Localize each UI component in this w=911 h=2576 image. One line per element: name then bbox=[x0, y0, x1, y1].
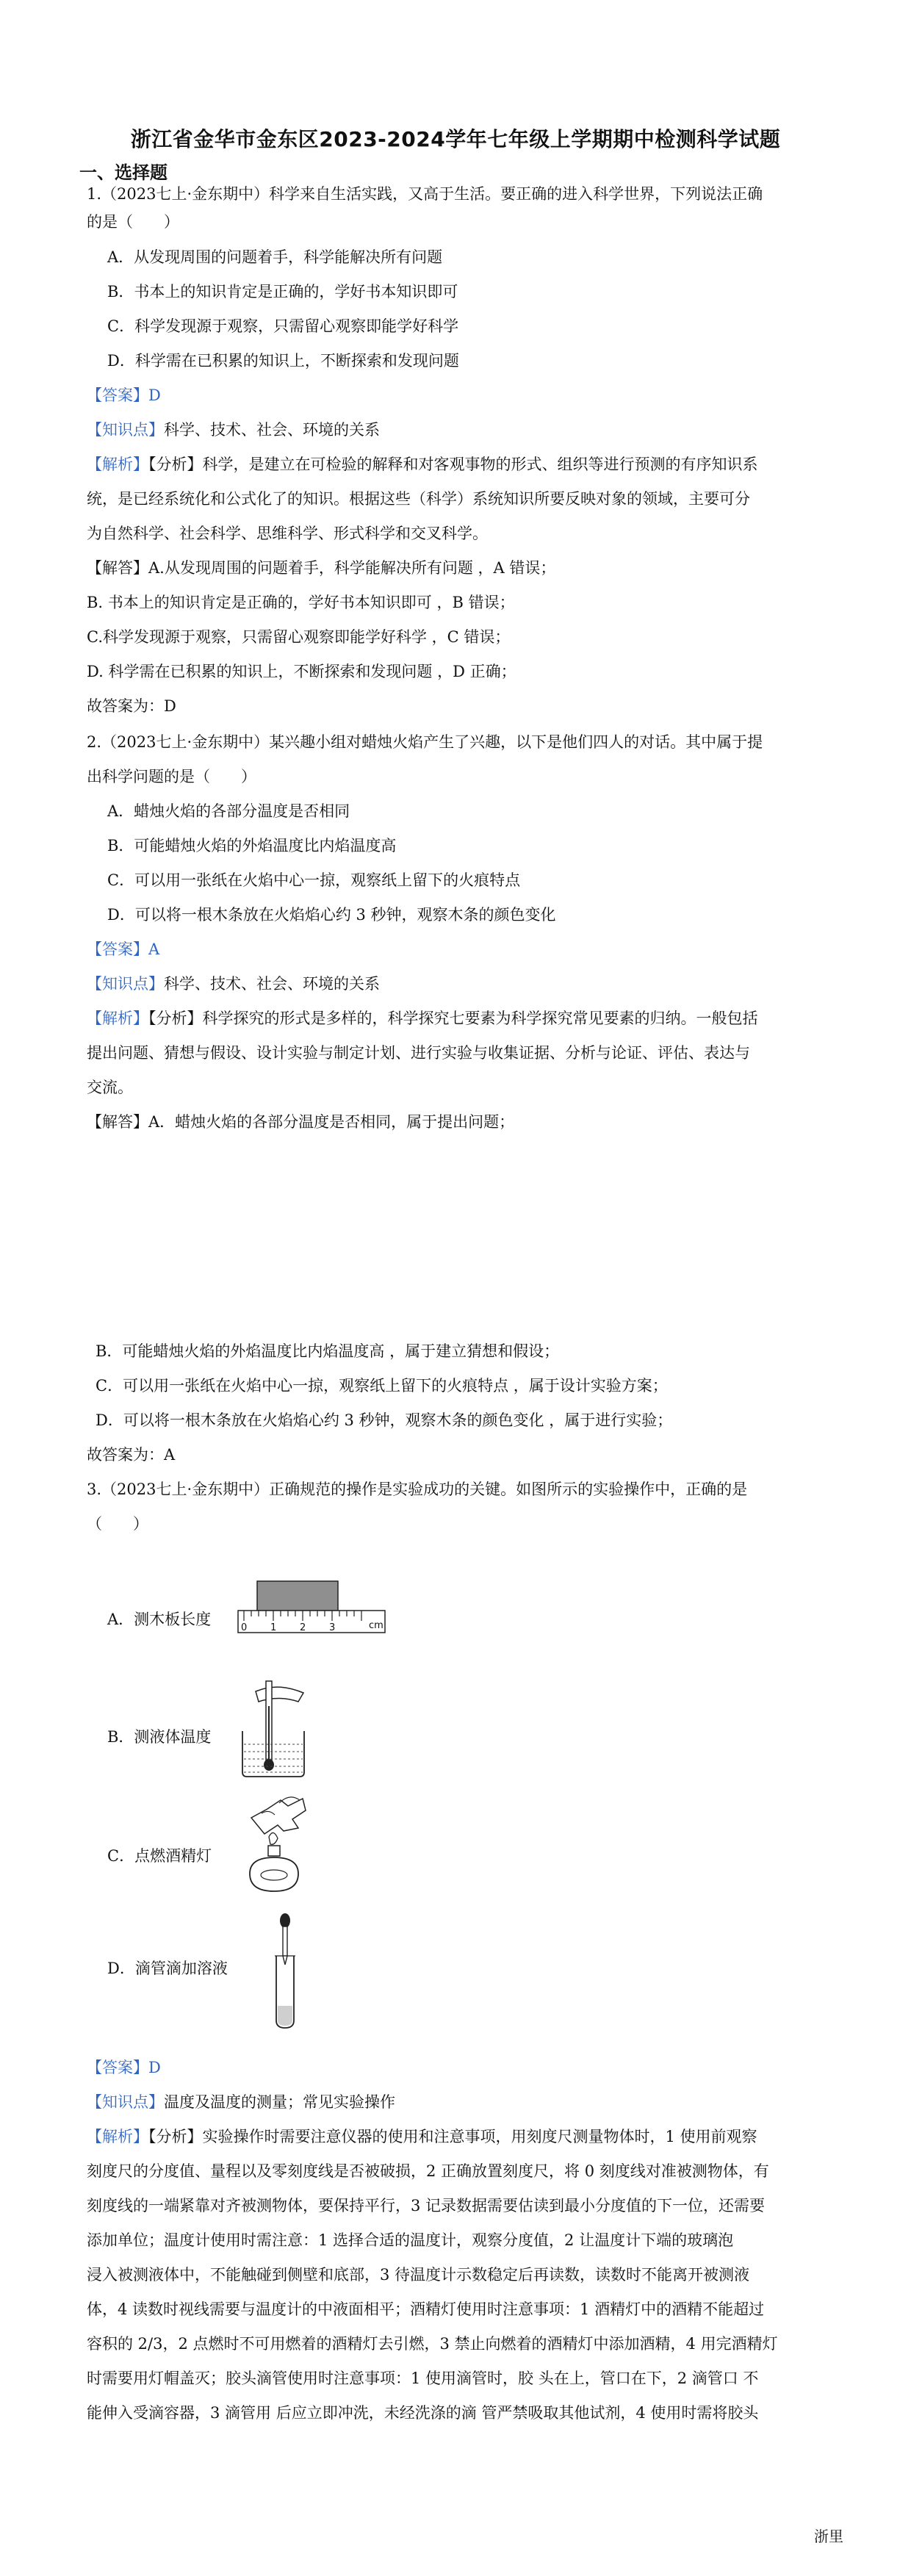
q1-explain-d: D. 科学需在已积累的知识上，不断探索和发现问题 ，D 正确； bbox=[87, 663, 516, 680]
q3-knowledge-value: 温度及温度的测量；常见实验操作 bbox=[164, 2093, 395, 2111]
knowledge-label: 知识点 bbox=[102, 421, 148, 439]
q1-jieda-text: A.从发现周围的问题着手，科学能解决所有问题 ，A 错误； bbox=[148, 559, 556, 577]
q2-answer-value: A bbox=[148, 940, 160, 958]
q3-option-b: B．测液体温度 bbox=[107, 1728, 212, 1746]
q1-option-d: D．科学需在已积累的知识上，不断探索和发现问题 bbox=[107, 352, 459, 370]
alcohol-lamp-illustration bbox=[235, 1793, 316, 1903]
analysis-label: 解析 bbox=[102, 1010, 133, 1027]
q1-analysis-text-1: 科学，是建立在可检验的解释和对客观事物的形式、组织等进行预测的有序知识系 bbox=[202, 456, 758, 473]
answer-label: 答案 bbox=[102, 386, 133, 404]
q3-stem-line-2: （ ） bbox=[87, 1515, 148, 1533]
analysis-label: 解析 bbox=[102, 2128, 133, 2145]
q2-explain-b: B．可能蜡烛火焰的外焰温度比内焰温度高 ，属于建立猜想和假设； bbox=[96, 1342, 560, 1360]
q2-explain-d: D．可以将一根木条放在火焰焰心约 3 秒钟，观察木条的颜色变化 ，属于进行实验； bbox=[96, 1411, 673, 1429]
q1-answer-value: D bbox=[148, 386, 161, 404]
analysis-label: 解析 bbox=[102, 456, 133, 473]
ruler-illustration bbox=[237, 1580, 391, 1638]
q3-analysis-line-6: 体，4 读数时视线需要与温度计的中液面相平；酒精灯使用时注意事项：1 酒精灯中的酒精不能超过 bbox=[87, 2300, 765, 2318]
q3-analysis-line-9: 能伸入受滴容器，3 滴管用 后应立即冲洗，未经洗涤的滴 管严禁吸取其他试剂，4 使用时需将胶头 bbox=[87, 2404, 759, 2422]
page-footer: 浙里 bbox=[814, 2528, 843, 2545]
q2-stem-line-2: 出科学问题的是（ ） bbox=[87, 768, 256, 785]
answer-label: 答案 bbox=[102, 2059, 133, 2076]
q1-stem-line-1: 1.（2023七上·金东期中）科学来自生活实践，又高于生活。要正确的进入科学世界，下列说法正确 bbox=[87, 185, 763, 203]
q1-analysis-line-3: 为自然科学、社会科学、思维科学、形式科学和交叉科学。 bbox=[87, 525, 488, 542]
answer-label: 答案 bbox=[102, 940, 133, 958]
knowledge-label: 知识点 bbox=[102, 975, 148, 993]
q1-knowledge-value: 科学、技术、社会、环境的关系 bbox=[164, 421, 380, 439]
q1-option-b: B．书本上的知识肯定是正确的，学好书本知识即可 bbox=[107, 283, 458, 301]
q3-knowledge: 【知识点】温度及温度的测量；常见实验操作 bbox=[87, 2093, 395, 2111]
q2-final-answer: 故答案为：A bbox=[87, 1446, 176, 1464]
q3-analysis-line-7: 容积的 2/3，2 点燃时不可用燃着的酒精灯去引燃，3 禁止向燃着的酒精灯中添加酒精，4 用完酒精灯 bbox=[87, 2335, 778, 2353]
q2-option-d: D．可以将一根木条放在火焰焰心约 3 秒钟，观察木条的颜色变化 bbox=[107, 906, 556, 924]
q3-analysis-line-1: 【解析】【分析】实验操作时需要注意仪器的使用和注意事项，用刻度尺测量物体时，1 使用前观察 bbox=[87, 2128, 757, 2145]
thermometer-beaker-illustration bbox=[234, 1677, 314, 1780]
q2-option-a: A．蜡烛火焰的各部分温度是否相同 bbox=[107, 802, 350, 820]
q2-jieda-line bbox=[87, 1112, 832, 1132]
q2-analysis-line-3: 交流。 bbox=[87, 1079, 133, 1096]
q3-analysis-line-8: 时需要用灯帽盖灭；胶头滴管使用时注意事项：1 使用滴管时，胶 头在上，管口在下，2 滴管口 不 bbox=[87, 2370, 759, 2387]
q3-answer-value: D bbox=[148, 2059, 161, 2076]
q2-analysis-line-2: 提出问题、猜想与假设、设计实验与制定计划、进行实验与收集证据、分析与论证、评估、表达与 bbox=[87, 1044, 750, 1062]
fenxi-label: 【分析】 bbox=[148, 456, 203, 473]
q2-option-c: C．可以用一张纸在火焰中心一掠，观察纸上留下的火痕特点 bbox=[107, 871, 521, 889]
q3-answer: 【答案】D bbox=[87, 2059, 161, 2076]
q1-stem-line-2: 的是（ ） bbox=[87, 213, 179, 231]
q3-option-a: A．测木板长度 bbox=[107, 1611, 212, 1628]
q2-stem-line-1: 2.（2023七上·金东期中）某兴趣小组对蜡烛火焰产生了兴趣，以下是他们四人的对话。其中属于提 bbox=[87, 733, 763, 751]
q3-option-d: D．滴管滴加溶液 bbox=[107, 1960, 228, 1977]
q1-explain-b: B. 书本上的知识肯定是正确的，学好书本知识即可 ，B 错误； bbox=[87, 594, 515, 611]
q2-analysis-text-1: 科学探究的形式是多样的，科学探究七要素为科学探究常见要素的归纳。一般包括 bbox=[202, 1010, 758, 1027]
q3-analysis-line-3: 刻度线的一端紧靠对齐被测物体，要保持平行，3 记录数据需要估读到最小分度值的下一位，还需要 bbox=[87, 2197, 766, 2215]
fenxi-label: 【分析】 bbox=[148, 2128, 203, 2145]
page-title: 浙江省金华市金东区2023-2024学年七年级上学期期中检测科学试题 bbox=[130, 127, 781, 151]
ruler-tick-3: 3 bbox=[329, 1622, 336, 1633]
q3-option-c: C．点燃酒精灯 bbox=[107, 1847, 212, 1865]
q3-analysis-text-1: 实验操作时需要注意仪器的使用和注意事项，用刻度尺测量物体时，1 使用前观察 bbox=[202, 2128, 757, 2145]
q1-option-c: C．科学发现源于观察，只需留心观察即能学好科学 bbox=[107, 317, 459, 335]
fenxi-label: 【分析】 bbox=[148, 1010, 203, 1027]
jieda-label: 【解答】 bbox=[87, 1113, 148, 1131]
ruler-tick-2: 2 bbox=[300, 1622, 306, 1633]
q3-stem-line-1: 3.（2023七上·金东期中）正确规范的操作是实验成功的关键。如图所示的实验操作中，正确的是 bbox=[87, 1481, 748, 1498]
ruler-tick-1: 1 bbox=[270, 1622, 277, 1633]
jieda-label: 【解答】 bbox=[87, 559, 148, 577]
q3-analysis-line-4: 添加单位；温度计使用时需注意：1 选择合适的温度计，观察分度值，2 让温度计下端的玻璃泡 bbox=[87, 2231, 734, 2249]
q2-knowledge: 【知识点】科学、技术、社会、环境的关系 bbox=[87, 975, 380, 993]
q2-answer: 【答案】A bbox=[87, 940, 160, 958]
q3-analysis-line-5: 浸入被测液体中，不能触碰到侧壁和底部，3 待温度计示数稳定后再读数，读数时不能离开被测液 bbox=[87, 2266, 750, 2284]
q1-answer: 【答案】D bbox=[87, 386, 161, 404]
q1-analysis-line-1: 【解析】【分析】科学，是建立在可检验的解释和对客观事物的形式、组织等进行预测的有序知识系 bbox=[87, 456, 758, 473]
q1-final-answer: 故答案为：D bbox=[87, 697, 176, 715]
q1-jieda-line bbox=[87, 558, 832, 578]
ruler-unit: cm bbox=[369, 1620, 384, 1631]
section-heading: 一、选择题 bbox=[79, 162, 168, 183]
q1-explain-c: C.科学发现源于观察，只需留心观察即能学好科学 ，C 错误； bbox=[87, 628, 511, 646]
q2-analysis-line-1: 【解析】【分析】科学探究的形式是多样的，科学探究七要素为科学探究常见要素的归纳。一般包括 bbox=[87, 1010, 758, 1027]
q2-jieda-text: A．蜡烛火焰的各部分温度是否相同，属于提出问题； bbox=[148, 1113, 515, 1131]
dropper-test-tube-illustration bbox=[270, 1912, 300, 2029]
q3-analysis-line-2: 刻度尺的分度值、量程以及零刻度线是否被破损，2 正确放置刻度尺，将 0 刻度线对准被测物体，有 bbox=[87, 2162, 769, 2180]
q2-explain-c: C．可以用一张纸在火焰中心一掠，观察纸上留下的火痕特点 ，属于设计实验方案； bbox=[96, 1377, 668, 1395]
q2-knowledge-value: 科学、技术、社会、环境的关系 bbox=[164, 975, 380, 993]
q2-option-b: B．可能蜡烛火焰的外焰温度比内焰温度高 bbox=[107, 837, 397, 855]
q1-option-a: A．从发现周围的问题着手，科学能解决所有问题 bbox=[107, 248, 443, 266]
q1-analysis-line-2: 统，是已经系统化和公式化了的知识。根据这些（科学）系统知识所要反映对象的领域，主要可分 bbox=[87, 490, 750, 508]
q1-knowledge: 【知识点】科学、技术、社会、环境的关系 bbox=[87, 421, 380, 439]
ruler-tick-0: 0 bbox=[241, 1622, 248, 1633]
knowledge-label: 知识点 bbox=[102, 2093, 148, 2111]
